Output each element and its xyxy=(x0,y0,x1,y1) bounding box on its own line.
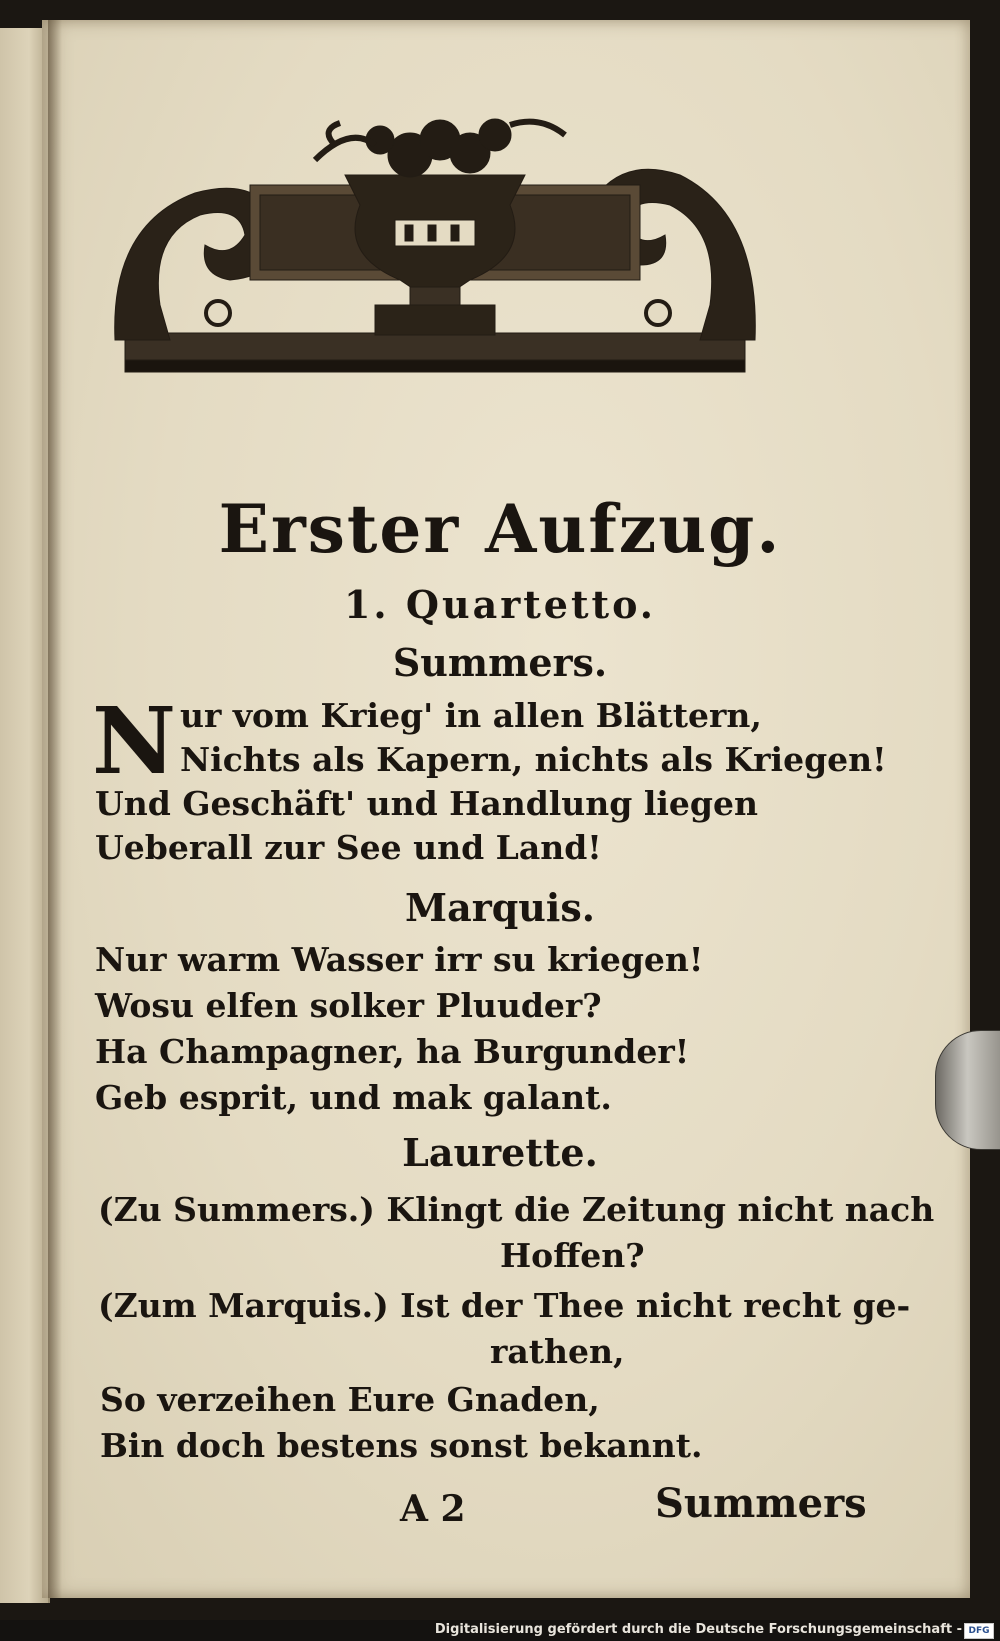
verse-line: (Zum Marquis.) Ist der Thee nicht recht ge- xyxy=(98,1286,911,1325)
piece-number: 1. Quartetto. xyxy=(343,582,656,627)
verse-line: Bin doch bestens sonst bekannt. xyxy=(100,1426,703,1465)
dfg-logo: DFG xyxy=(964,1623,994,1639)
page-gutter-shadow xyxy=(48,20,62,1598)
speaker-laurette: Laurette. xyxy=(402,1130,598,1175)
verse-line: Wosu elfen solker Pluuder? xyxy=(95,986,602,1025)
verse-line: Und Geschäft' und Handlung liegen xyxy=(95,784,758,823)
verse-line: Ueberall zur See und Land! xyxy=(95,828,602,867)
digitization-credit: Digitalisierung gefördert durch die Deutsche Forschungsgemeinschaft - xyxy=(434,1622,962,1637)
verse-line: Nur warm Wasser irr su kriegen! xyxy=(95,940,704,979)
verse-line: Geb esprit, und mak galant. xyxy=(95,1078,612,1117)
verse-line: rathen, xyxy=(490,1332,625,1371)
urn-vignette-ornament xyxy=(110,105,790,395)
catchword: Summers xyxy=(655,1480,867,1527)
verse-line: (Zu Summers.) Klingt die Zeitung nicht nach xyxy=(98,1190,935,1229)
signature-mark: A 2 xyxy=(400,1488,466,1530)
verse-line: Nichts als Kapern, nichts als Kriegen! xyxy=(180,740,887,779)
speaker-marquis: Marquis. xyxy=(405,885,595,930)
verse-line: Hoffen? xyxy=(500,1236,645,1275)
verse-line: ur vom Krieg' in allen Blättern, xyxy=(180,696,762,735)
verse-line: So verzeihen Eure Gnaden, xyxy=(100,1380,600,1419)
verse-line: Ha Champagner, ha Burgunder! xyxy=(95,1032,690,1071)
speaker-summers: Summers. xyxy=(392,640,608,685)
drop-cap-letter: N xyxy=(92,687,177,795)
act-title: Erster Aufzug. xyxy=(218,490,782,568)
